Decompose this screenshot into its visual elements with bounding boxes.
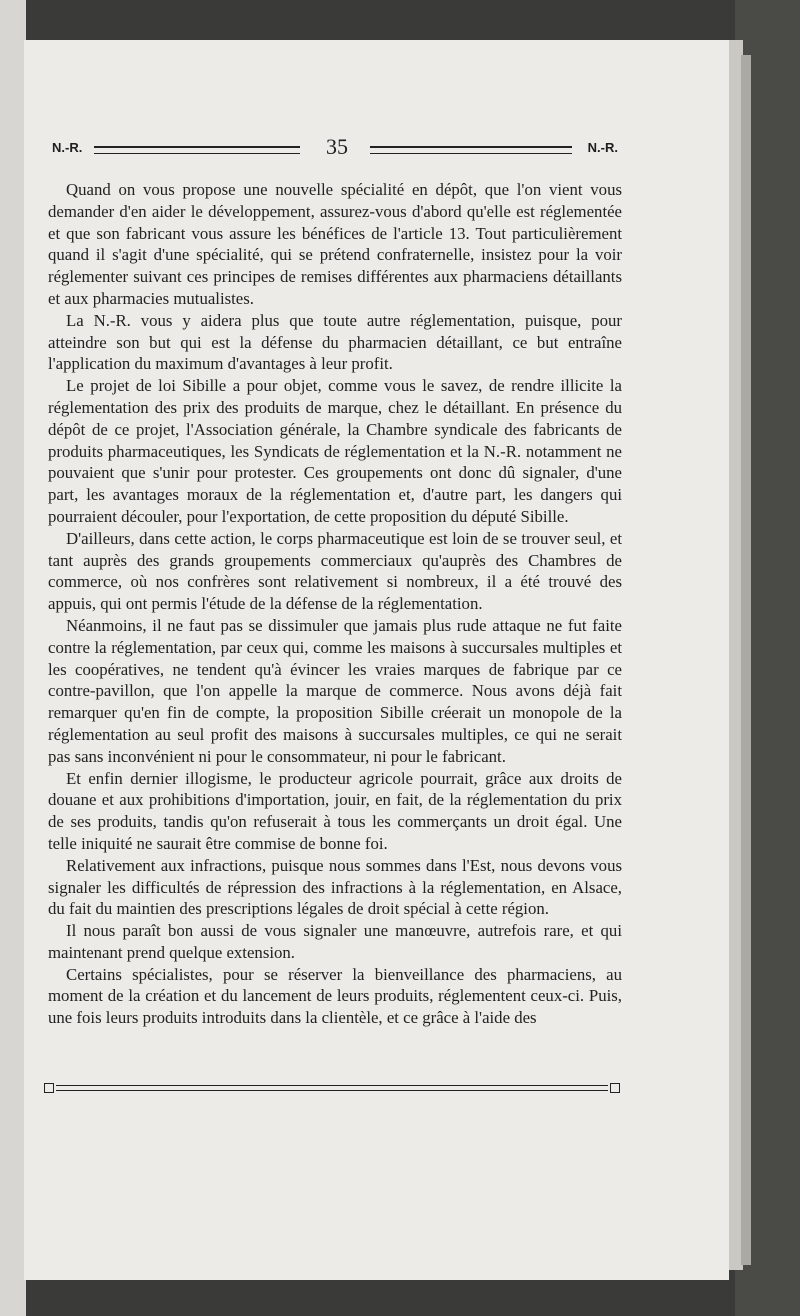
paragraph: Il nous paraît bon aussi de vous signaler une manœuvre, autrefois rare, et qui maintenant prend quelque extension. [48,921,622,962]
page-stack-edge-inner [741,55,751,1265]
page-number: 35 [326,134,348,159]
running-header [52,136,618,162]
footer-ornament [44,1083,620,1095]
header-right-label: N.-R. [587,140,618,155]
paragraph: La N.-R. vous y aidera plus que toute autre réglementation, puisque, pour atteindre son but qui est la défense du pharmacien détaillant, ce but entraîne l'application du maximum d'avantages à leur profit. [48,310,622,374]
body-text [48,179,622,1029]
adjacent-page-edge [0,0,26,1316]
paragraph: Quand on vous propose une nouvelle spécialité en dépôt, que l'on vient vous demander d'en aider le développement, assurez-vous d'abord qu'elle est réglementée et que son fabricant vous assure les bénéfices de l'article 13. Tout particulièrement quand il s'agit d'une spécialité, qui se prétend confraternelle, insistez pour la voir réglementer suivant ces principes de remises différentes aux pharmaciens détaillants et aux pharmacies mutualistes. [48,180,622,308]
paragraph: Certains spécialistes, pour se réserver la bienveillance des pharmaciens, au moment de la création et du lancement de leurs produits, réglementent ceux-ci. Puis, une fois leurs produits introduits dans la clientèle, et ce grâce à l'aide des [48,964,622,1028]
footer-rule [56,1085,608,1091]
header-left-label: N.-R. [52,140,83,155]
header-rule-left [94,146,300,154]
paragraph: Relativement aux infractions, puisque nous sommes dans l'Est, nous devons vous signaler les difficultés de répression des infractions à la réglementation, en Alsace, du fait du maintien des prescriptions légales de droit spécial à cette région. [48,855,622,919]
paragraph: Néanmoins, il ne faut pas se dissimuler que jamais plus rude attaque ne fut faite contre la réglementation, par ceux qui, comme les maisons à succursales multiples et les coopératives, ne tendent qu'à évincer les vraies marques de fabrique par ce contre-pavillon, que l'on appelle la marque de commerce. Nous avons déjà fait remarquer qu'en fin de compte, la proposition Sibille créerait un monopole de la réglementation au seul profit des maisons à succursales multiples, ce qui ne serait pas sans inconvénient ni pour le consommateur, ni pour le fabricant. [48,615,622,766]
ornament-square-left [44,1083,54,1093]
paragraph: Et enfin dernier illogisme, le producteur agricole pourrait, grâce aux droits de douane et aux prohibitions d'importation, jouir, en fait, de la réglementation du prix de ses produits, tandis qu'on refuserait à tous les commerçants un droit égal. Une telle iniquité ne saurait être commise de bonne foi. [48,768,622,853]
ornament-square-right [610,1083,620,1093]
paragraph: Le projet de loi Sibille a pour objet, comme vous le savez, de rendre illicite la réglementation des prix des produits de marque, chez le détaillant. En présence du dépôt de ce projet, l'Association générale, la Chambre syndicale des fabricants de produits pharmaceutiques, les Syndicats de réglementation et la N.-R. notamment ne pouvaient que s'unir pour protester. Ces groupements ont donc dû signaler, d'une part, les avantages moraux de la réglementation et, d'autre part, les dangers qui pourraient découler, pour l'exportation, de cette proposition du député Sibille. [48,376,622,526]
paragraph: D'ailleurs, dans cette action, le corps pharmaceutique est loin de se trouver seul, et tant auprès des grands groupements commerciaux qu'auprès des Chambres de commerce, où nos confrères sont relativement si nombreux, il a été trouvé des appuis, qui ont permis l'étude de la défense de la réglementation. [48,528,622,614]
header-rule-right [370,146,572,154]
